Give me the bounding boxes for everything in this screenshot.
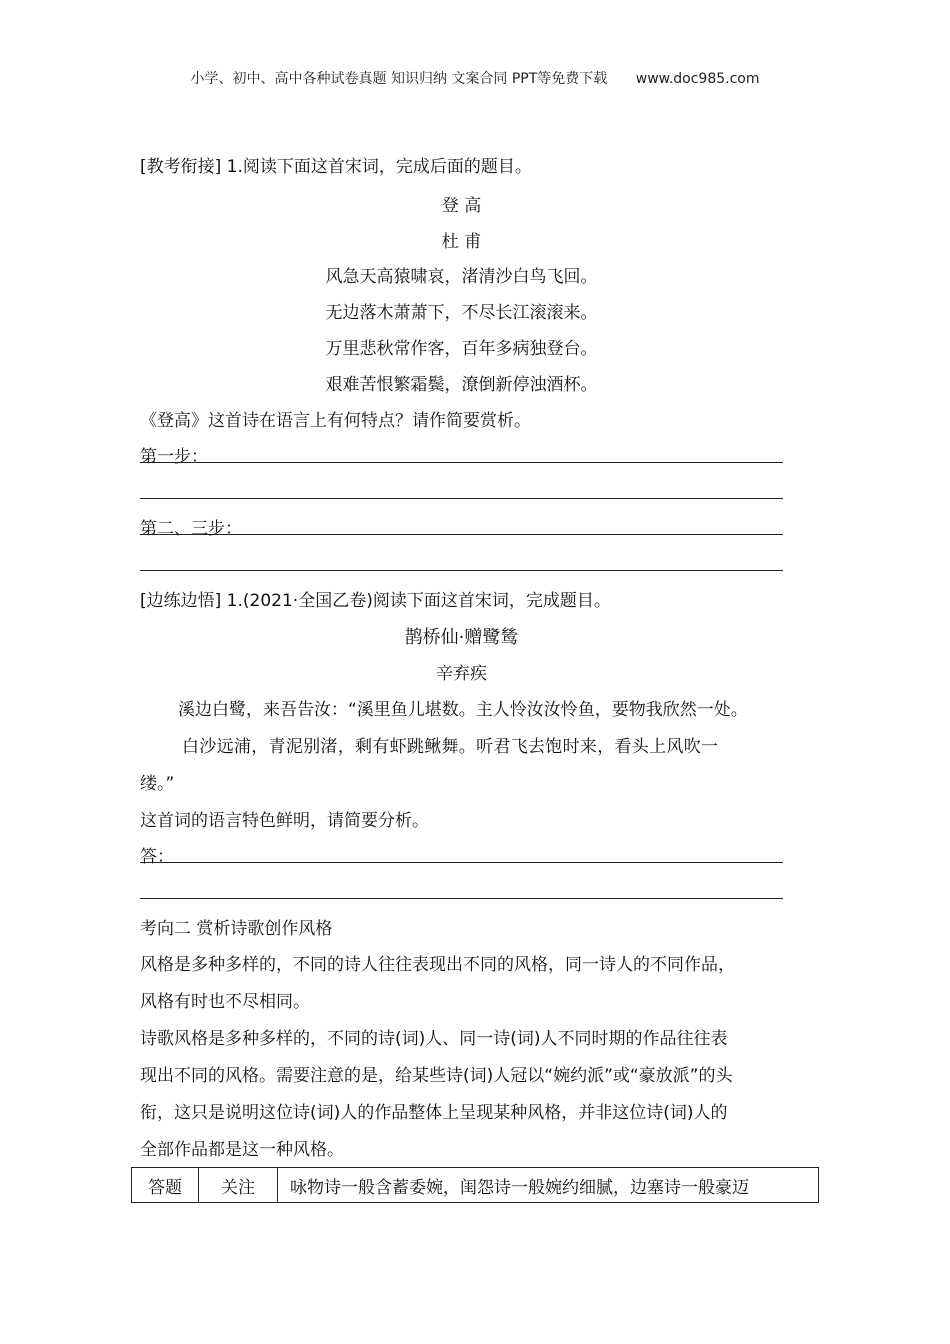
header-url[interactable]: www.doc985.com <box>635 71 760 87</box>
poem2-line: 溪边白鹭，来吾告汝：“溪里鱼儿堪数。主人怜汝汝怜鱼，要物我欣然一处。 <box>178 700 748 720</box>
answer-line <box>140 534 783 535</box>
paragraph-line: 诗歌风格是多种多样的，不同的诗(词)人、同一诗(词)人不同时期的作品往往表 <box>140 1029 728 1049</box>
section1-question: 《登高》这首诗在语言上有何特点？请作简要赏析。 <box>140 411 531 431</box>
answer-line <box>140 898 783 899</box>
summary-table <box>131 1167 819 1203</box>
paragraph-line: 全部作品都是这一种风格。 <box>140 1140 344 1160</box>
answer-line <box>140 862 783 863</box>
section3-heading: 考向二 赏析诗歌创作风格 <box>140 919 333 939</box>
section1-intro: [教考衔接] 1.阅读下面这首宋词，完成后面的题目。 <box>140 157 532 177</box>
poem1-title: 登 高 <box>441 196 482 216</box>
page-header <box>0 68 950 88</box>
table-cell: 咏物诗一般含蓄委婉，闺怨诗一般婉约细腻，边塞诗一般豪迈 <box>290 1177 749 1198</box>
poem1-author: 杜 甫 <box>441 232 482 252</box>
table-cell: 答题 <box>132 1168 199 1202</box>
poem1-line: 无边落木萧萧下，不尽长江滚滚来。 <box>325 303 598 323</box>
poem1-line: 万里悲秋常作客，百年多病独登台。 <box>325 339 598 359</box>
poem2-author: 辛弃疾 <box>436 664 487 684</box>
paragraph-line: 现出不同的风格。需要注意的是，给某些诗(词)人冠以“婉约派”或“豪放派”的头 <box>140 1066 733 1086</box>
section2-intro: [边练边悟] 1.(2021·全国乙卷)阅读下面这首宋词，完成题目。 <box>140 591 611 611</box>
step23-label: 第二、三步： <box>140 519 242 539</box>
answer-line <box>140 462 783 463</box>
section2-question: 这首词的语言特色鲜明，请简要分析。 <box>140 811 429 831</box>
poem2-line: 白沙远浦，青泥别渚，剩有虾跳鳅舞。听君飞去饱时来，看头上风吹一 <box>182 737 719 757</box>
step1-label: 第一步： <box>140 447 208 467</box>
poem2-line: 缕。” <box>140 774 175 794</box>
poem1-line: 风急天高猿啸哀，渚清沙白鸟飞回。 <box>325 267 598 287</box>
answer-line <box>140 498 783 499</box>
poem1-line: 艰难苦恨繁霜鬓，潦倒新停浊酒杯。 <box>325 375 598 395</box>
answer-label: 答： <box>140 847 174 867</box>
answer-line <box>140 570 783 571</box>
paragraph-line: 风格是多种多样的，不同的诗人往往表现出不同的风格，同一诗人的不同作品， <box>140 955 735 975</box>
header-text: 小学、初中、高中各种试卷真题 知识归纳 文案合同 PPT等免费下载 <box>190 71 608 87</box>
paragraph-line: 衔，这只是说明这位诗(词)人的作品整体上呈现某种风格，并非这位诗(词)人的 <box>140 1103 728 1123</box>
poem2-title: 鹊桥仙·赠鹭鸶 <box>404 627 519 648</box>
table-cell: 关注 <box>199 1168 278 1202</box>
paragraph-line: 风格有时也不尽相同。 <box>140 992 310 1012</box>
